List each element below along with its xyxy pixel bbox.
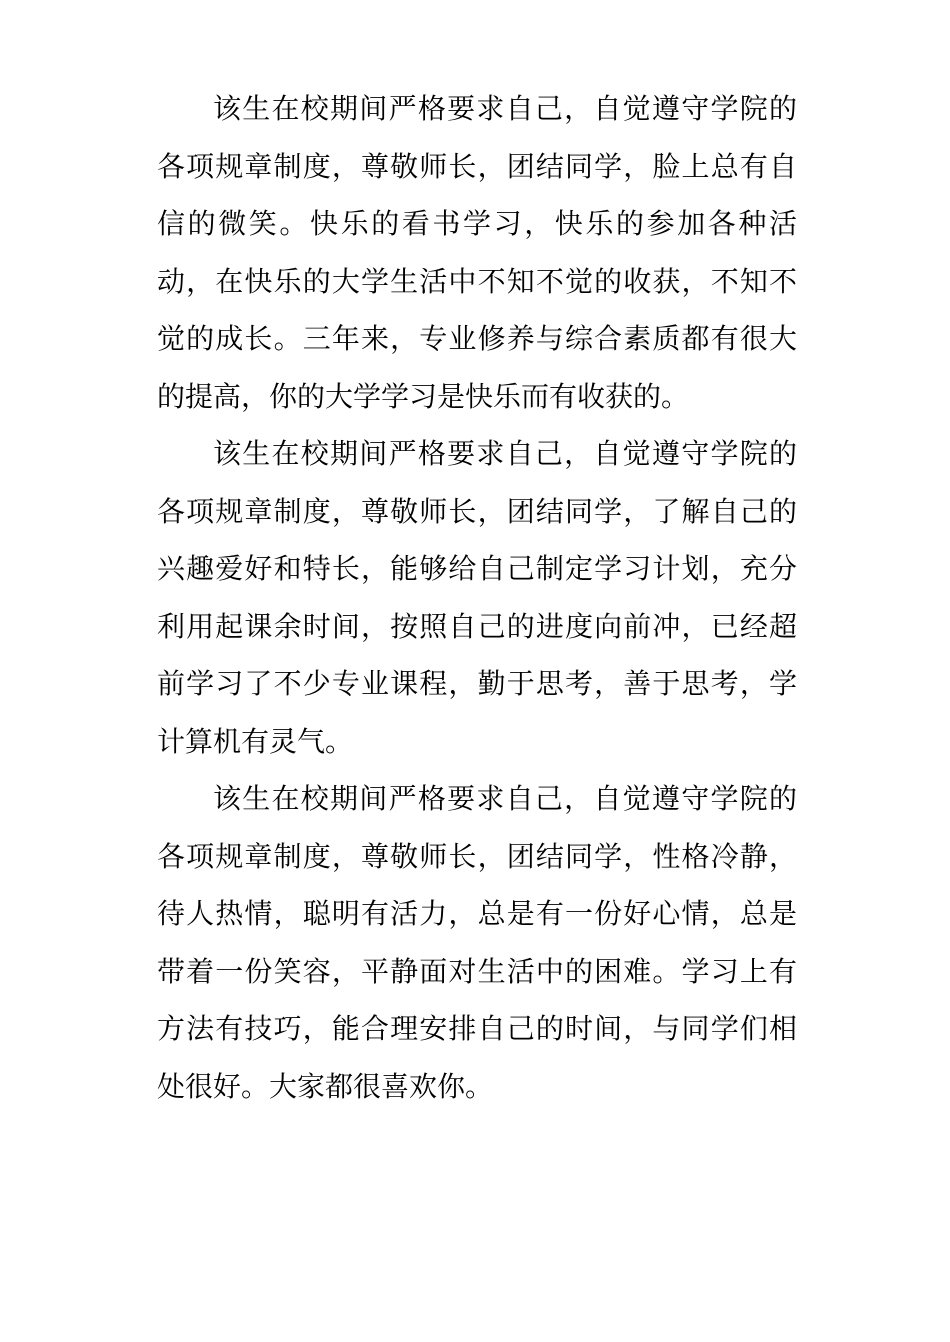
- paragraph-1: 该生在校期间严格要求自己，自觉遵守学院的各项规章制度，尊敬师长，团结同学，脸上总有自信的微笑。快乐的看书学习，快乐的参加各种活动，在快乐的大学生活中不知不觉的收获，不知不觉的成长。三年来，专业修养与综合素质都有很大的提高，你的大学学习是快乐而有收获的。: [157, 92, 797, 413]
- document-body: [157, 80, 797, 1115]
- paragraph-2: 该生在校期间严格要求自己，自觉遵守学院的各项规章制度，尊敬师长，团结同学，了解自己的兴趣爱好和特长，能够给自己制定学习计划，充分利用起课余时间，按照自己的进度向前冲，已经超前学习了不少专业课程，勤于思考，善于思考，学计算机有灵气。: [157, 437, 797, 758]
- paragraph-3: 该生在校期间严格要求自己，自觉遵守学院的各项规章制度，尊敬师长，团结同学，性格冷静，待人热情，聪明有活力，总是有一份好心情，总是带着一份笑容，平静面对生活中的困难。学习上有方法有技巧，能合理安排自己的时间，与同学们相处很好。大家都很喜欢你。: [157, 782, 797, 1103]
